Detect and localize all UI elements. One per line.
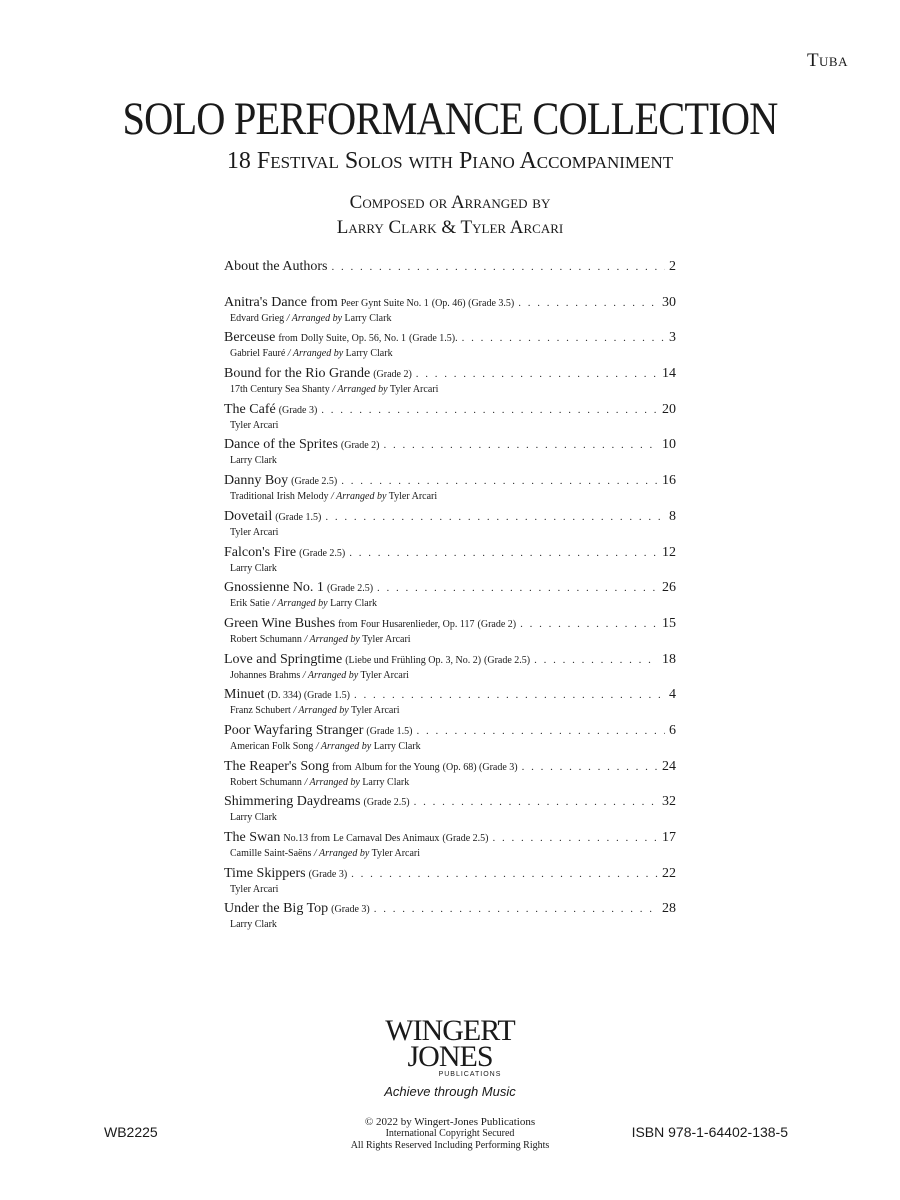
toc-line (224, 401, 676, 420)
toc-title: Green Wine Bushes (224, 615, 336, 631)
toc-note-italic: (Liebe und Frühling Op. 3, No. 2) (345, 654, 482, 666)
toc-composer: American Folk Song (230, 740, 314, 752)
toc-entry (224, 758, 676, 794)
toc-line (224, 829, 676, 848)
toc-credit (230, 420, 676, 432)
toc-composer: 17th Century Sea Shanty (230, 384, 330, 396)
toc-entry (224, 722, 676, 758)
toc-arranged-label: / Arranged by (302, 669, 359, 681)
toc-credit (230, 705, 676, 717)
toc-note: (Grade 3) (331, 904, 370, 916)
instrument-label: Tuba (806, 50, 848, 71)
publisher-logo (0, 1014, 900, 1099)
toc-entry (224, 579, 676, 615)
toc-note-italic: Album for the Young (354, 761, 440, 773)
toc-composer: Erik Satie (230, 598, 270, 610)
toc-line (224, 722, 676, 741)
toc-arranger: Larry Clark (373, 740, 421, 752)
toc-line (224, 900, 676, 919)
toc-line (224, 544, 676, 563)
toc-arranger: Tyler Arcari (388, 491, 438, 503)
toc-credit (230, 384, 676, 396)
toc-note-grade: (Grade 2.5) (484, 654, 531, 666)
catalog-number: WB2225 (104, 1124, 158, 1140)
toc-line (224, 793, 676, 812)
leader-dots (384, 436, 658, 454)
toc-note: No.13 from (283, 833, 331, 844)
toc-arranger: Tyler Arcari (360, 669, 409, 681)
toc-composer: Edvard Grieg (230, 312, 285, 324)
toc-line (224, 365, 676, 384)
leader-dots (462, 329, 665, 347)
toc-entry (224, 294, 676, 330)
toc-line (224, 615, 676, 634)
toc-line (224, 472, 676, 491)
toc-arranged-label: / Arranged by (304, 776, 360, 788)
toc-note: (Grade 2.5) (291, 476, 338, 488)
toc-credit (230, 812, 676, 824)
logo-tagline: Achieve through Music (384, 1084, 516, 1099)
leader-dots (377, 579, 658, 597)
toc-note: (Grade 3) (278, 404, 318, 416)
leader-dots (374, 900, 658, 918)
toc-composer: Larry Clark (230, 455, 277, 467)
toc-page-number: 32 (662, 794, 676, 810)
page-title: SOLO PERFORMANCE COLLECTION (122, 93, 778, 145)
toc-line (224, 651, 676, 670)
toc-composer: Larry Clark (230, 562, 277, 574)
toc-line (224, 258, 676, 276)
copyright-secured: International Copyright Secured (385, 1128, 515, 1139)
toc-composer: Tyler Arcari (230, 419, 279, 431)
toc-page-number: 22 (662, 865, 676, 881)
toc-note-italic: Dolly Suite, Op. 56, No. 1 (300, 333, 407, 345)
toc-credit (230, 313, 676, 325)
toc-composer: Franz Schubert (230, 705, 291, 717)
toc-page-number: 15 (662, 615, 676, 631)
toc-title: Bound for the Rio Grande (224, 366, 371, 382)
credit-line: Composed or Arranged by (349, 192, 551, 213)
toc-page-number: 2 (669, 259, 676, 274)
toc-arranger: Larry Clark (330, 598, 378, 610)
leader-dots (321, 401, 658, 419)
toc-note: (Grade 1.5) (275, 511, 322, 523)
toc-arranger: Tyler Arcari (371, 848, 421, 859)
toc-title: Falcon's Fire (224, 544, 297, 560)
toc-arranged-label: / Arranged by (287, 348, 344, 360)
toc-composer: Larry Clark (230, 919, 277, 931)
logo-publications: PUBLICATIONS (438, 1071, 502, 1078)
toc-arranger: Tyler Arcari (362, 633, 411, 645)
toc-note: (Grade 1.5) (366, 725, 413, 737)
toc-line (224, 686, 676, 705)
toc-credit (230, 563, 676, 575)
toc-title: The Reaper's Song (224, 758, 330, 774)
toc-title: The Swan (224, 830, 281, 845)
toc-composer: Traditional Irish Melody (230, 491, 329, 503)
toc-note-grade: (Grade 2.5) (442, 833, 489, 844)
toc-page-number: 20 (662, 401, 676, 417)
toc-note: from (332, 761, 352, 773)
leader-dots (522, 758, 658, 776)
toc-arranged-label: / Arranged by (331, 491, 387, 503)
toc-credit (230, 777, 676, 789)
toc-arranged-label: / Arranged by (313, 848, 370, 859)
toc-note: (Grade 2) (373, 369, 412, 381)
toc-line (224, 758, 676, 777)
copyright-line: © 2022 by Wingert-Jones Publications (364, 1116, 536, 1128)
page-subtitle: 18 Festival Solos with Piano Accompaniment (226, 148, 674, 174)
toc-entry (224, 472, 676, 508)
toc-credit (230, 741, 676, 753)
leader-dots (341, 472, 658, 490)
toc-page-number: 6 (669, 722, 676, 738)
toc-credit (230, 348, 676, 360)
toc-page-number: 28 (662, 901, 676, 917)
toc-page-number: 10 (662, 437, 676, 453)
toc-composer: Camille Saint-Saëns (230, 848, 312, 859)
leader-dots (493, 829, 658, 847)
toc-credit (230, 670, 676, 682)
leader-dots (534, 651, 658, 669)
toc-note: (Grade 2) (340, 440, 380, 452)
toc-credit (230, 884, 676, 896)
toc-note: (Grade 2.5) (299, 547, 346, 559)
toc-title: Danny Boy (224, 473, 289, 489)
toc-credit (230, 919, 676, 931)
leader-dots (325, 508, 665, 526)
toc-title: Berceuse (224, 330, 276, 346)
leader-dots (518, 294, 658, 312)
toc-credit (230, 455, 676, 467)
table-of-contents (224, 258, 676, 936)
toc-arranged-label: / Arranged by (286, 312, 343, 324)
toc-page-number: 14 (662, 366, 676, 382)
toc-entry (224, 365, 676, 401)
toc-entry (224, 329, 676, 365)
toc-line (224, 865, 676, 884)
toc-arranger: Larry Clark (344, 312, 392, 324)
toc-entry (224, 401, 676, 437)
toc-title: Anitra's Dance from (224, 294, 338, 310)
toc-title: Gnossienne No. 1 (224, 580, 324, 596)
toc-page-number: 24 (662, 758, 676, 774)
toc-page-number: 3 (669, 330, 676, 346)
toc-entry (224, 651, 676, 687)
toc-credit (230, 491, 676, 503)
logo-line1: WINGERT (385, 1014, 515, 1047)
toc-note-grade: (Op. 68) (Grade 3) (442, 761, 518, 773)
toc-composer: Tyler Arcari (230, 883, 279, 895)
toc-note: from (278, 333, 298, 345)
toc-entry (224, 686, 676, 722)
toc-title: Dance of the Sprites (224, 437, 338, 453)
toc-note: (Grade 3) (308, 868, 348, 880)
toc-arranged-label: / Arranged by (332, 384, 388, 396)
toc-title: Minuet (224, 687, 265, 703)
toc-title: Poor Wayfaring Stranger (224, 722, 364, 738)
toc-title: Under the Big Top (224, 901, 329, 917)
toc-line (224, 579, 676, 598)
leader-dots (351, 865, 658, 883)
toc-arranged-label: / Arranged by (304, 633, 360, 645)
toc-arranger: Larry Clark (362, 776, 410, 788)
toc-line (224, 436, 676, 455)
copyright-rights: All Rights Reserved Including Performing Rights (350, 1140, 550, 1151)
toc-credit (230, 634, 676, 646)
leader-dots (416, 722, 665, 740)
toc-composer: Robert Schumann (230, 776, 302, 788)
logo-line2: JONES (407, 1040, 493, 1073)
toc-page-number: 30 (662, 294, 676, 310)
toc-entry (224, 258, 676, 294)
toc-entry (224, 900, 676, 936)
leader-dots (520, 615, 658, 633)
toc-composer: Larry Clark (230, 812, 277, 824)
leader-dots (416, 365, 658, 383)
toc-line (224, 508, 676, 527)
toc-arranged-label: / Arranged by (272, 598, 328, 610)
toc-arranger: Larry Clark (345, 348, 393, 360)
toc-arranged-label: / Arranged by (315, 740, 372, 752)
toc-page-number: 12 (662, 544, 676, 560)
toc-note-italic: Le Carnaval Des Animaux (333, 833, 440, 844)
toc-arranger: Tyler Arcari (389, 384, 439, 396)
toc-credit (230, 598, 676, 610)
toc-note: from (338, 618, 358, 630)
toc-page-number: 26 (662, 580, 676, 596)
toc-composer: Johannes Brahms (230, 669, 301, 681)
toc-entry (224, 865, 676, 901)
toc-line (224, 294, 676, 313)
toc-composer: Gabriel Fauré (230, 348, 286, 360)
toc-entry (224, 615, 676, 651)
toc-note-grade: (Op. 46) (Grade 3.5) (431, 297, 515, 309)
toc-title: Love and Springtime (224, 651, 343, 667)
leader-dots (414, 793, 658, 811)
toc-composer: Robert Schumann (230, 633, 302, 645)
leader-dots (354, 686, 665, 704)
toc-title: Shimmering Daydreams (224, 794, 361, 810)
toc-composer: Tyler Arcari (230, 526, 279, 538)
toc-note: (Grade 2.5) (326, 583, 374, 595)
toc-page-number: 17 (662, 830, 676, 845)
leader-dots (331, 258, 665, 276)
toc-entry (224, 436, 676, 472)
toc-title: About the Authors (224, 259, 328, 274)
toc-line (224, 329, 676, 348)
toc-note: (Grade 2.5) (363, 797, 410, 809)
toc-note: (D. 334) (Grade 1.5) (267, 690, 350, 702)
toc-entry (224, 508, 676, 544)
toc-arranger: Tyler Arcari (351, 705, 400, 717)
toc-page-number: 8 (669, 508, 676, 524)
toc-arranged-label: / Arranged by (293, 705, 349, 717)
toc-entry (224, 829, 676, 865)
toc-note-italic: Peer Gynt Suite No. 1 (340, 297, 429, 309)
toc-entry (224, 544, 676, 580)
toc-page-number: 4 (669, 687, 676, 703)
toc-note-grade: (Grade 1.5). (409, 333, 458, 345)
isbn-number: ISBN 978-1-64402-138-5 (631, 1124, 788, 1140)
toc-page-number: 16 (662, 473, 676, 489)
toc-title: Time Skippers (224, 865, 306, 881)
leader-dots (349, 544, 658, 562)
toc-note-grade: (Grade 2) (477, 618, 517, 630)
toc-credit (230, 527, 676, 539)
toc-entry (224, 793, 676, 829)
toc-title: Dovetail (224, 508, 273, 524)
toc-credit (230, 848, 676, 860)
toc-page-number: 18 (662, 651, 676, 667)
toc-title: The Café (224, 401, 276, 417)
toc-note-italic: Four Husarenlieder, Op. 117 (360, 618, 475, 630)
credit-names: Larry Clark & Tyler Arcari (336, 217, 564, 238)
